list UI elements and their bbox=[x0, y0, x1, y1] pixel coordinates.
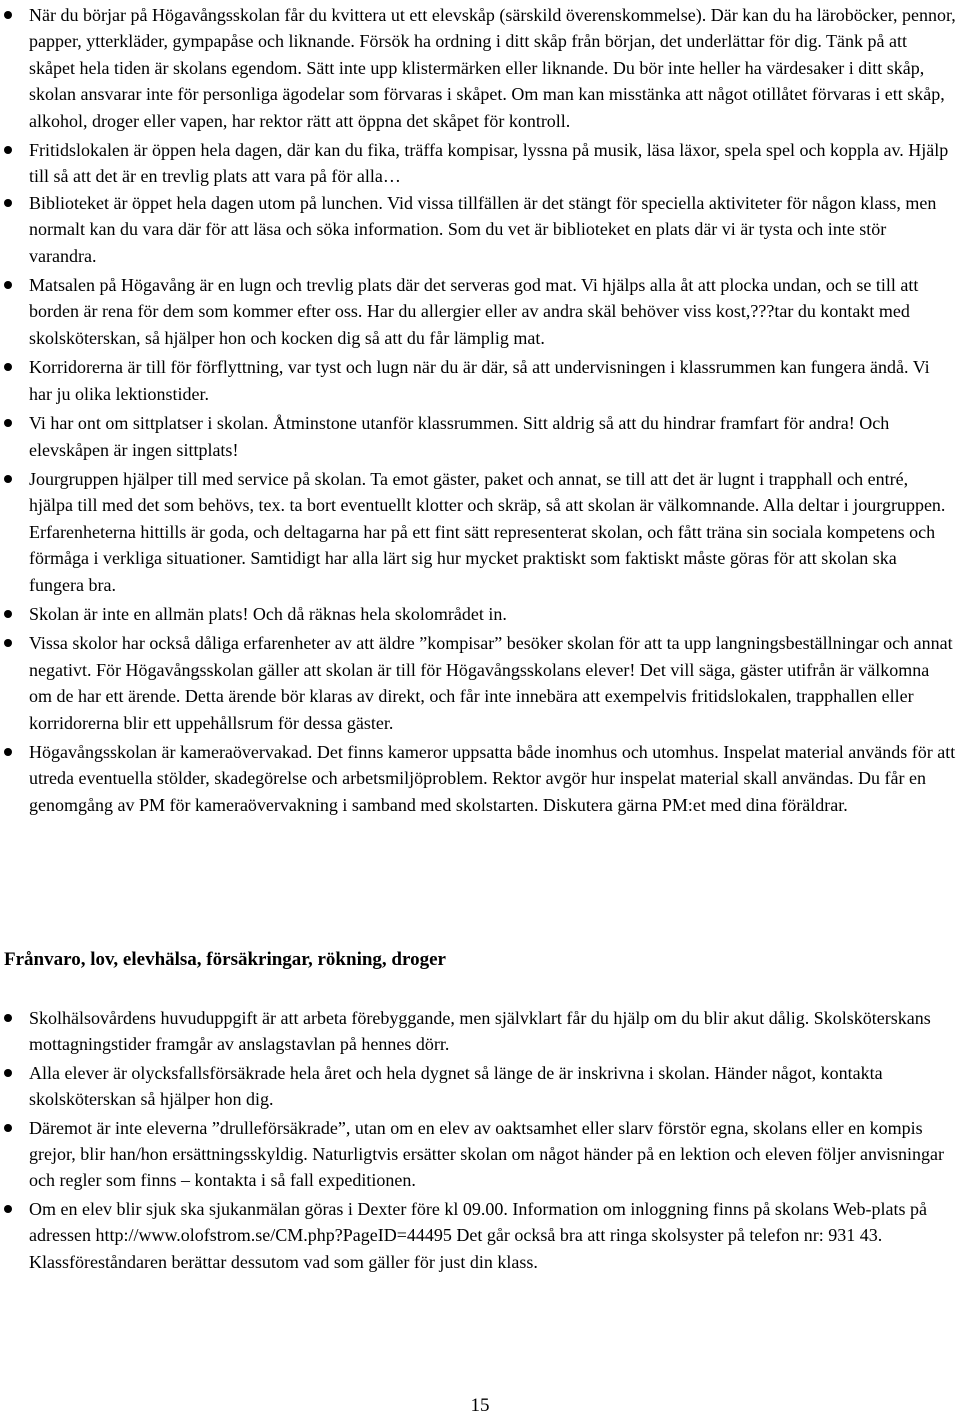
bullet-icon bbox=[4, 11, 12, 19]
section-heading: Frånvaro, lov, elevhälsa, försäkringar, rökning, droger bbox=[4, 949, 446, 970]
list-item-text: Fritidslokalen är öppen hela dagen, där kan du fika, träffa kompisar, lyssna på musik, läsa läxor, spela spel och koppla av. Hjälp till så att det är en trevlig plats att vara på för alla… bbox=[29, 140, 949, 187]
page-number: 15 bbox=[470, 1395, 490, 1416]
bullet-icon bbox=[4, 363, 12, 371]
list-item bbox=[0, 630, 956, 736]
list-item bbox=[0, 1196, 956, 1275]
list-item bbox=[0, 1060, 956, 1113]
list-item bbox=[0, 410, 956, 463]
list-item-text: Skolan är inte en allmän plats! Och då räknas hela skolområdet in. bbox=[29, 603, 507, 624]
list-item-text: Jourgruppen hjälper till med service på skolan. Ta emot gäster, paket och annat, se till att det är lugnt i trapphall och entré, hjälpa till med det som behövs, tex. ta bort eventuellt klotter och skräp, så att skolan är välkomnande. Alla deltar i jourgruppen. Erfarenheterna hittills är goda, och deltagarna har på ett fint sätt representerat skolan, och fått träna sin sociala kompetens och förmåga i verkliga situationer. Samtidigt har alla lärt sig hur mycket praktiskt som faktiskt måste göras för att skolan ska fungera bra. bbox=[29, 468, 946, 595]
bullet-icon bbox=[4, 199, 12, 207]
bullet-icon bbox=[4, 475, 12, 483]
list-item bbox=[0, 2, 956, 134]
list-item bbox=[0, 354, 956, 407]
absence-bullet-list bbox=[0, 1005, 956, 1275]
bullet-icon bbox=[4, 1069, 12, 1077]
list-item bbox=[0, 466, 956, 598]
list-item-text: Vi har ont om sittplatser i skolan. Åtminstone utanför klassrummen. Sitt aldrig så att du hindrar framfart för andra! Och elevskåpen är ingen sittplats! bbox=[29, 413, 890, 460]
list-item-text: När du börjar på Högavångsskolan får du kvittera ut ett elevskåp (särskild överenskommelse). Där kan du ha läroböcker, pennor, papper, ytterkläder, gympapåse och liknande. Försök ha ordning i ditt skåp från början, det underlättar för dig. Tänk på att skåpet hela tiden är skolans egendom. Sätt inte upp klistermärken eller liknande. Du bör inte heller ha värdesaker i ditt skåp, skolan ansvarar inte för personliga ägodelar som förvaras i skåpet. Om man kan misstänka att något otillåtet förvaras i ett skåp, alkohol, droger eller vapen, har rektor rätt att öppna det skåpet för kontroll. bbox=[29, 5, 956, 131]
bullet-icon bbox=[4, 281, 12, 289]
bullet-icon bbox=[4, 1014, 12, 1022]
list-item bbox=[0, 1115, 956, 1194]
list-item bbox=[0, 739, 956, 818]
list-item-text: Vissa skolor har också dåliga erfarenheter av att äldre ”kompisar” besöker skolan för att ta upp langningsbeställningar och annat negativt. För Högavångsskolan gäller att skolan är till för Högavångsskolans elever! Det vill säga, gäster utifrån är välkomna om de har ett ärende. Detta ärende bör klaras av direkt, och får inte innebära att exempelvis fritidslokalen, trapphallen eller korridorerna blir ett uppehållsrum för dessa gäster. bbox=[29, 633, 953, 733]
list-item-text: Däremot är inte eleverna ”drulleförsäkrade”, utan om en elev av oaktsamhet eller slarv förstör egna, skolans eller en kompis grejor, blir han/hon ersättningsskyldig. Naturligtvis ersätter skolan om något händer på en lektion och eleven följer anvisningar och regler som finns – kontakta i så fall expeditionen. bbox=[29, 1117, 945, 1191]
bullet-icon bbox=[4, 610, 12, 618]
list-item-text: Högavångsskolan är kameraövervakad. Det finns kameror uppsatta både inomhus och utomhus. Inspelat material används för att utreda eventuella stölder, skadegörelse och arbetsmiljöproblem. Rektor avgör hur inspelat material skall användas. Du får en genomgång av PM för kameraövervakning i samband med skolstarten. Diskutera gärna PM:et med dina föräldrar. bbox=[29, 741, 956, 815]
list-item-text: Alla elever är olycksfallsförsäkrade hela året och hela dygnet så länge de är inskrivna i skolan. Händer något, kontakta skolsköterskan så hjälper hon dig. bbox=[29, 1062, 883, 1110]
list-item-text: Korridorerna är till för förflyttning, var tyst och lugn när du är där, så att undervisningen i klassrummen kan fungera ändå. Vi har ju olika lektionstider. bbox=[29, 357, 930, 404]
list-item-text: Biblioteket är öppet hela dagen utom på lunchen. Vid vissa tillfällen är det stängt för speciella aktiviteter för någon klass, men normalt kan du vara där för att läsa och söka information. Som du vet är biblioteket en plats där vi är tysta och inte stör varandra. bbox=[29, 192, 937, 266]
list-item bbox=[0, 272, 956, 351]
bullet-icon bbox=[4, 1124, 12, 1132]
bullet-icon bbox=[4, 1205, 12, 1213]
list-item-text: Matsalen på Högavång är en lugn och trevlig plats där det serveras god mat. Vi hjälps alla åt att plocka undan, och se till att borden är rena för dem som kommer efter oss. Har du allergier eller av andra skäl behöver viss kost,???tar du kontakt med skolsköterskan, så hjälper hon och kocken dig så att du får lämplig mat. bbox=[29, 275, 919, 348]
list-item bbox=[0, 190, 956, 269]
list-item-text: Om en elev blir sjuk ska sjukanmälan göras i Dexter före kl 09.00. Information om inloggning finns på skolans Web-plats på adressen http://www.olofstrom.se/CM.php?PageID=44495 Det går också bra att ringa skolsyster på telefon nr: 931 43. Klassföreståndaren berättar dessutom vad som gäller för just din klass. bbox=[29, 1198, 928, 1272]
bullet-icon bbox=[4, 146, 12, 154]
list-item-text: Skolhälsovårdens huvuduppgift är att arbeta förebyggande, men självklart får du hjälp om du blir akut dålig. Skolsköterskans mottagningstider framgår av anslagstavlan på hennes dörr. bbox=[29, 1008, 931, 1055]
list-item bbox=[0, 601, 956, 627]
rules-bullet-list bbox=[0, 2, 956, 818]
bullet-icon bbox=[4, 748, 12, 756]
list-item bbox=[0, 137, 956, 190]
list-item bbox=[0, 1005, 956, 1058]
bullet-icon bbox=[4, 419, 12, 427]
bullet-icon bbox=[4, 639, 12, 647]
